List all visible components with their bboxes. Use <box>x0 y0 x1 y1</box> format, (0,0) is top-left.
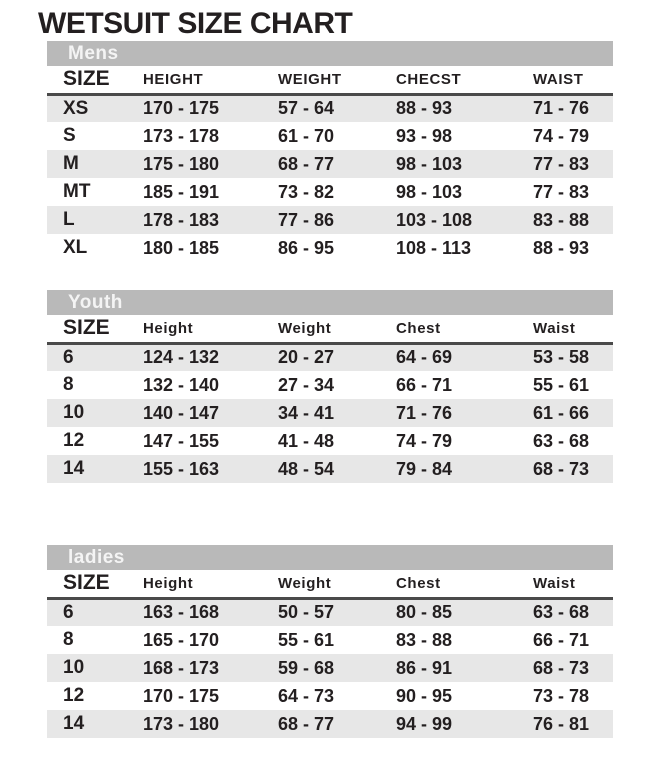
weight-cell: 59 - 68 <box>278 657 335 678</box>
table-row <box>47 710 613 738</box>
chest-cell: 66 - 71 <box>396 374 453 395</box>
table-row <box>47 150 613 178</box>
mens-header-row <box>47 66 613 94</box>
weight-cell: 86 - 95 <box>278 237 335 258</box>
chest-cell: 71 - 76 <box>396 402 453 423</box>
chest-cell: 94 - 99 <box>396 713 453 734</box>
waist-cell: 55 - 61 <box>533 374 590 395</box>
table-row <box>47 399 613 427</box>
weight-cell: 34 - 41 <box>278 402 335 423</box>
table-row <box>47 343 613 371</box>
size-cell: S <box>63 125 76 146</box>
chest-cell: 86 - 91 <box>396 657 453 678</box>
chest-cell: 108 - 113 <box>396 237 472 258</box>
table-row <box>47 371 613 399</box>
chest-cell: 83 - 88 <box>396 629 453 650</box>
ladies-band-label: ladies <box>68 547 125 568</box>
ladies-band <box>47 545 613 570</box>
chest-cell: 98 - 103 <box>396 181 463 202</box>
waist-cell: 63 - 68 <box>533 430 590 451</box>
weight-cell: 73 - 82 <box>278 181 335 202</box>
waist-cell: 71 - 76 <box>533 98 590 119</box>
size-cell: XL <box>63 237 88 258</box>
chest-cell: 88 - 93 <box>396 98 453 119</box>
size-cell: 10 <box>63 657 85 678</box>
height-cell: 155 - 163 <box>143 458 220 479</box>
height-cell: 124 - 132 <box>143 347 220 368</box>
table-row <box>47 427 613 455</box>
section-mens <box>0 41 650 262</box>
table-row <box>47 626 613 654</box>
size-cell: 10 <box>63 402 85 423</box>
size-cell: 12 <box>63 685 85 706</box>
column-header-chest: CHECST <box>396 70 462 88</box>
size-cell: 6 <box>63 346 74 368</box>
height-cell: 180 - 185 <box>143 237 220 258</box>
waist-cell: 83 - 88 <box>533 209 590 230</box>
weight-cell: 55 - 61 <box>278 629 335 650</box>
waist-cell: 77 - 83 <box>533 153 590 174</box>
column-header-waist: Waist <box>533 319 576 337</box>
column-header-chest: Chest <box>396 319 441 337</box>
waist-cell: 73 - 78 <box>533 685 590 706</box>
size-cell: MT <box>63 181 91 202</box>
table-row <box>47 455 613 483</box>
page-title: WETSUIT SIZE CHART <box>38 7 353 40</box>
height-cell: 165 - 170 <box>143 629 220 650</box>
waist-cell: 53 - 58 <box>533 347 590 368</box>
size-cell: M <box>63 153 79 174</box>
chest-cell: 90 - 95 <box>396 685 453 706</box>
size-cell: 14 <box>63 458 85 479</box>
chest-cell: 93 - 98 <box>396 125 453 146</box>
height-cell: 185 - 191 <box>143 181 220 202</box>
height-cell: 170 - 175 <box>143 685 220 706</box>
column-header-waist: Waist <box>533 574 576 592</box>
mens-size-table <box>47 66 613 262</box>
ladies-header-row <box>47 570 613 598</box>
waist-cell: 77 - 83 <box>533 181 590 202</box>
weight-cell: 41 - 48 <box>278 430 335 451</box>
waist-cell: 68 - 73 <box>533 458 590 479</box>
weight-cell: 27 - 34 <box>278 374 335 395</box>
column-header-height: HEIGHT <box>143 70 204 88</box>
chest-cell: 98 - 103 <box>396 153 463 174</box>
mens-band <box>47 41 613 66</box>
section-ladies <box>0 545 650 738</box>
height-cell: 140 - 147 <box>143 402 220 423</box>
chest-cell: 74 - 79 <box>396 430 453 451</box>
column-header-size: SIZE <box>63 316 110 340</box>
column-header-waist: WAIST <box>533 70 584 88</box>
height-cell: 178 - 183 <box>143 209 220 230</box>
table-row <box>47 206 613 234</box>
youth-band-label: Youth <box>68 292 123 313</box>
weight-cell: 61 - 70 <box>278 125 335 146</box>
chest-cell: 64 - 69 <box>396 347 453 368</box>
table-row <box>47 178 613 206</box>
waist-cell: 66 - 71 <box>533 629 590 650</box>
chest-cell: 103 - 108 <box>396 209 473 230</box>
ladies-size-table <box>47 570 613 738</box>
section-youth <box>0 290 650 483</box>
height-cell: 173 - 178 <box>143 125 220 146</box>
size-cell: 8 <box>63 374 74 395</box>
height-cell: 173 - 180 <box>143 713 220 734</box>
chest-cell: 80 - 85 <box>396 602 453 623</box>
wetsuit-size-chart-page <box>0 7 650 757</box>
size-cell: 6 <box>63 601 74 623</box>
size-cell: L <box>63 209 75 230</box>
size-cell: XS <box>63 97 89 119</box>
column-header-weight: Weight <box>278 574 332 592</box>
table-row <box>47 234 613 262</box>
height-cell: 147 - 155 <box>143 430 220 451</box>
waist-cell: 68 - 73 <box>533 657 590 678</box>
height-cell: 163 - 168 <box>143 602 220 623</box>
weight-cell: 20 - 27 <box>278 347 335 368</box>
weight-cell: 57 - 64 <box>278 98 335 119</box>
height-cell: 170 - 175 <box>143 98 220 119</box>
weight-cell: 68 - 77 <box>278 153 335 174</box>
column-header-weight: Weight <box>278 319 332 337</box>
column-header-height: Height <box>143 574 194 592</box>
table-row <box>47 122 613 150</box>
size-cell: 8 <box>63 629 74 650</box>
waist-cell: 76 - 81 <box>533 713 590 734</box>
youth-size-table <box>47 315 613 483</box>
height-cell: 175 - 180 <box>143 153 220 174</box>
height-cell: 132 - 140 <box>143 374 220 395</box>
table-row <box>47 94 613 122</box>
waist-cell: 74 - 79 <box>533 125 590 146</box>
weight-cell: 68 - 77 <box>278 713 335 734</box>
weight-cell: 64 - 73 <box>278 685 335 706</box>
youth-band <box>47 290 613 315</box>
column-header-chest: Chest <box>396 574 441 592</box>
column-header-weight: WEIGHT <box>278 70 342 88</box>
weight-cell: 77 - 86 <box>278 209 335 230</box>
weight-cell: 50 - 57 <box>278 602 335 623</box>
height-cell: 168 - 173 <box>143 657 220 678</box>
table-row <box>47 598 613 626</box>
waist-cell: 61 - 66 <box>533 402 590 423</box>
column-header-height: Height <box>143 319 194 337</box>
waist-cell: 88 - 93 <box>533 237 590 258</box>
table-row <box>47 682 613 710</box>
mens-band-label: Mens <box>68 43 119 64</box>
column-header-size: SIZE <box>63 571 110 595</box>
youth-header-row <box>47 315 613 343</box>
waist-cell: 63 - 68 <box>533 602 590 623</box>
size-cell: 14 <box>63 713 85 734</box>
size-cell: 12 <box>63 430 85 451</box>
chest-cell: 79 - 84 <box>396 458 453 479</box>
table-row <box>47 654 613 682</box>
weight-cell: 48 - 54 <box>278 458 335 479</box>
column-header-size: SIZE <box>63 67 110 91</box>
